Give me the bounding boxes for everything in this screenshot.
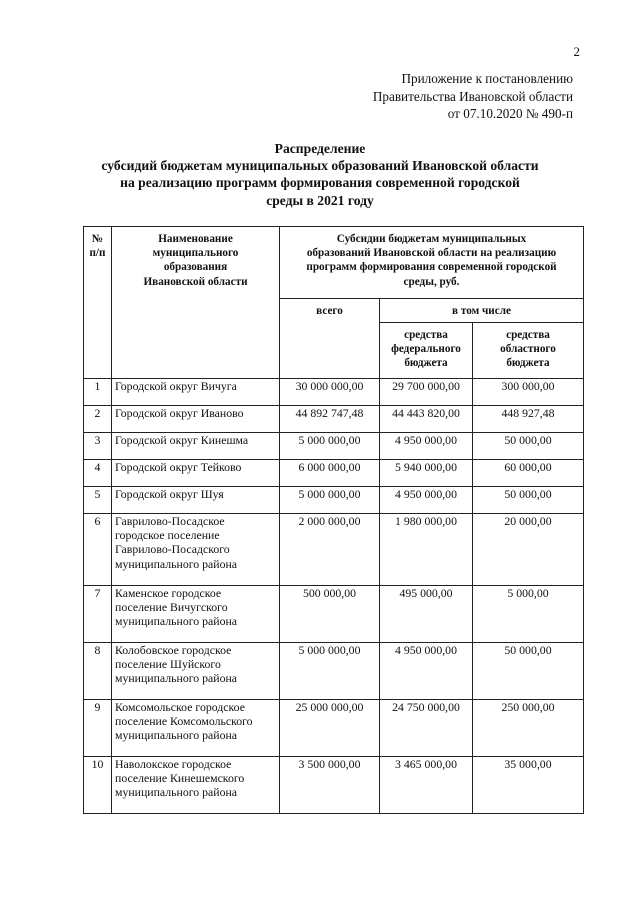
table-row xyxy=(84,487,584,514)
federal-amount-text: 4 950 000,00 xyxy=(395,643,457,657)
header-federal-line: бюджета xyxy=(404,357,448,370)
municipality-name-text: муниципального района xyxy=(115,728,238,743)
municipality-name-text: Городской округ Вичуга xyxy=(115,379,237,393)
header-name-line: Наименование xyxy=(158,233,233,245)
total-amount-text: 3 500 000,00 xyxy=(298,757,361,771)
row-number-text: 2 xyxy=(94,406,101,420)
table-row xyxy=(84,643,584,700)
federal-amount xyxy=(380,643,473,700)
row-number-text: 1 xyxy=(94,379,101,393)
municipality-name xyxy=(112,700,280,757)
regional-amount-text: 20 000,00 xyxy=(504,514,552,528)
header-num-line: № xyxy=(91,233,104,245)
row-number xyxy=(84,586,112,643)
municipality-name-text: Городской округ Шуя xyxy=(115,487,224,501)
federal-amount-text: 1 980 000,00 xyxy=(395,514,457,528)
regional-amount-text: 300 000,00 xyxy=(501,379,555,393)
title-line: Распределение xyxy=(274,141,366,156)
appendix-note xyxy=(373,70,573,123)
federal-amount xyxy=(380,460,473,487)
header-subsidy-line: среды, руб. xyxy=(403,275,460,288)
regional-amount xyxy=(473,433,584,460)
municipality-name-text: муниципального района xyxy=(115,556,238,571)
header-regional-line: бюджета xyxy=(506,357,550,370)
municipality-name-text: городское поселение xyxy=(115,528,220,543)
municipality-name-text: Гаврилово-Посадское xyxy=(115,514,225,528)
total-amount xyxy=(280,643,380,700)
row-number-text: 8 xyxy=(94,643,101,657)
row-number-text: 7 xyxy=(94,586,101,600)
municipality-name xyxy=(112,433,280,460)
regional-amount-text: 50 000,00 xyxy=(504,433,552,447)
total-amount-text: 44 892 747,48 xyxy=(295,406,364,420)
municipality-name xyxy=(112,514,280,586)
row-number xyxy=(84,757,112,814)
municipality-name xyxy=(112,406,280,433)
municipality-name-text: Городской округ Тейково xyxy=(115,460,242,474)
total-amount-text: 5 000 000,00 xyxy=(298,643,361,657)
municipality-name-text: муниципального района xyxy=(115,671,238,686)
municipality-name-text: Городской округ Кинешма xyxy=(115,433,249,447)
regional-amount xyxy=(473,586,584,643)
total-amount-text: 25 000 000,00 xyxy=(295,700,364,714)
table-row xyxy=(84,700,584,757)
header-total: всего xyxy=(280,299,380,379)
federal-amount xyxy=(380,433,473,460)
municipality-name-text: Гаврилово-Посадского xyxy=(115,542,230,557)
regional-amount xyxy=(473,514,584,586)
title-line: субсидий бюджетам муниципальных образований Ивановской области xyxy=(101,158,539,174)
regional-amount xyxy=(473,379,584,406)
table-row xyxy=(84,757,584,814)
federal-amount xyxy=(380,586,473,643)
total-amount xyxy=(280,586,380,643)
header-num-line: п/п xyxy=(89,247,106,260)
header-name-line: Ивановской области xyxy=(143,275,248,288)
table-row xyxy=(84,586,584,643)
row-number xyxy=(84,700,112,757)
table-body xyxy=(84,227,584,814)
regional-amount-text: 5 000,00 xyxy=(507,586,549,600)
header-federal-line: средства xyxy=(404,329,448,341)
municipality-name-text: муниципального района xyxy=(115,785,238,800)
total-amount xyxy=(280,487,380,514)
total-amount xyxy=(280,700,380,757)
header-num xyxy=(84,227,112,379)
header-federal xyxy=(380,323,473,379)
total-amount-text: 2 000 000,00 xyxy=(298,514,361,528)
municipality-name-text: Каменское городское xyxy=(115,586,222,600)
regional-amount xyxy=(473,406,584,433)
document-title xyxy=(60,140,580,209)
regional-amount-text: 50 000,00 xyxy=(504,487,552,501)
federal-amount-text: 5 940 000,00 xyxy=(395,460,457,474)
regional-amount-text: 35 000,00 xyxy=(504,757,552,771)
municipality-name-text: поселение Вичугского xyxy=(115,600,228,615)
row-number xyxy=(84,379,112,406)
federal-amount xyxy=(380,487,473,514)
table-row xyxy=(84,379,584,406)
municipality-name xyxy=(112,460,280,487)
title-line: среды в 2021 году xyxy=(266,192,374,208)
table-row xyxy=(84,514,584,586)
federal-amount xyxy=(380,700,473,757)
row-number xyxy=(84,460,112,487)
federal-amount-text: 4 950 000,00 xyxy=(395,433,457,447)
appendix-line: Приложение к постановлению xyxy=(401,71,573,86)
total-amount xyxy=(280,406,380,433)
federal-amount-text: 3 465 000,00 xyxy=(395,757,457,771)
regional-amount-text: 250 000,00 xyxy=(501,700,555,714)
federal-amount-text: 24 750 000,00 xyxy=(392,700,460,714)
table-row xyxy=(84,433,584,460)
row-number-text: 10 xyxy=(91,757,104,771)
municipality-name-text: поселение Шуйского xyxy=(115,657,221,672)
table-row xyxy=(84,460,584,487)
header-regional xyxy=(473,323,584,379)
regional-amount xyxy=(473,757,584,814)
municipality-name-text: поселение Кинешемского xyxy=(115,771,245,786)
municipality-name xyxy=(112,487,280,514)
total-amount xyxy=(280,514,380,586)
municipality-name xyxy=(112,379,280,406)
total-amount-text: 30 000 000,00 xyxy=(295,379,364,393)
municipality-name-text: Колобовское городское xyxy=(115,643,232,657)
municipality-name-text: поселение Комсомольского xyxy=(115,714,253,729)
title-line: на реализацию программ формирования современной городской xyxy=(120,175,520,191)
municipality-name xyxy=(112,757,280,814)
header-regional-line: средства xyxy=(506,329,550,341)
federal-amount-text: 29 700 000,00 xyxy=(392,379,460,393)
total-amount xyxy=(280,460,380,487)
total-amount-text: 5 000 000,00 xyxy=(298,433,361,447)
federal-amount xyxy=(380,514,473,586)
row-number-text: 5 xyxy=(94,487,101,501)
total-amount-text: 5 000 000,00 xyxy=(298,487,361,501)
regional-amount xyxy=(473,487,584,514)
header-subsidy-line: образований Ивановской области на реализацию xyxy=(306,247,557,260)
federal-amount xyxy=(380,379,473,406)
row-number-text: 4 xyxy=(94,460,101,474)
federal-amount-text: 495 000,00 xyxy=(399,586,453,600)
row-number-text: 3 xyxy=(94,433,101,447)
federal-amount xyxy=(380,406,473,433)
row-number xyxy=(84,433,112,460)
municipality-name-text: Наволокское городское xyxy=(115,757,232,771)
appendix-line: Правительства Ивановской области xyxy=(372,88,573,104)
header-subsidy-line: Субсидии бюджетам муниципальных xyxy=(336,233,527,245)
header-name xyxy=(112,227,280,379)
total-amount xyxy=(280,757,380,814)
header-subsidy-line: программ формирования современной городской xyxy=(306,261,557,274)
municipality-name xyxy=(112,586,280,643)
regional-amount xyxy=(473,460,584,487)
header-name-line: муниципального xyxy=(152,247,239,260)
row-number xyxy=(84,514,112,586)
total-amount-text: 500 000,00 xyxy=(302,586,357,600)
federal-amount xyxy=(380,757,473,814)
row-number-text: 9 xyxy=(94,700,101,714)
total-amount-text: 6 000 000,00 xyxy=(298,460,361,474)
municipality-name-text: Городской округ Иваново xyxy=(115,406,244,420)
regional-amount-text: 50 000,00 xyxy=(504,643,552,657)
total-amount xyxy=(280,433,380,460)
federal-amount-text: 44 443 820,00 xyxy=(392,406,460,420)
row-number xyxy=(84,487,112,514)
regional-amount xyxy=(473,700,584,757)
row-number xyxy=(84,406,112,433)
table-row xyxy=(84,406,584,433)
page-number: 2 xyxy=(573,44,580,59)
total-amount xyxy=(280,379,380,406)
distribution-table xyxy=(83,226,584,814)
municipality-name-text: муниципального района xyxy=(115,614,238,629)
header-row xyxy=(84,227,584,299)
federal-amount-text: 4 950 000,00 xyxy=(395,487,457,501)
header-subsidy xyxy=(280,227,584,299)
regional-amount-text: 448 927,48 xyxy=(501,406,555,420)
regional-amount xyxy=(473,643,584,700)
header-including: в том числе xyxy=(380,299,584,323)
regional-amount-text: 60 000,00 xyxy=(504,460,552,474)
header-name-line: образования xyxy=(163,261,228,274)
appendix-line: от 07.10.2020 № 490-п xyxy=(447,106,573,121)
row-number-text: 6 xyxy=(94,514,101,528)
row-number xyxy=(84,643,112,700)
header-federal-line: федерального xyxy=(391,343,461,356)
header-regional-line: областного xyxy=(500,343,556,356)
municipality-name-text: Комсомольское городское xyxy=(115,700,245,714)
municipality-name xyxy=(112,643,280,700)
